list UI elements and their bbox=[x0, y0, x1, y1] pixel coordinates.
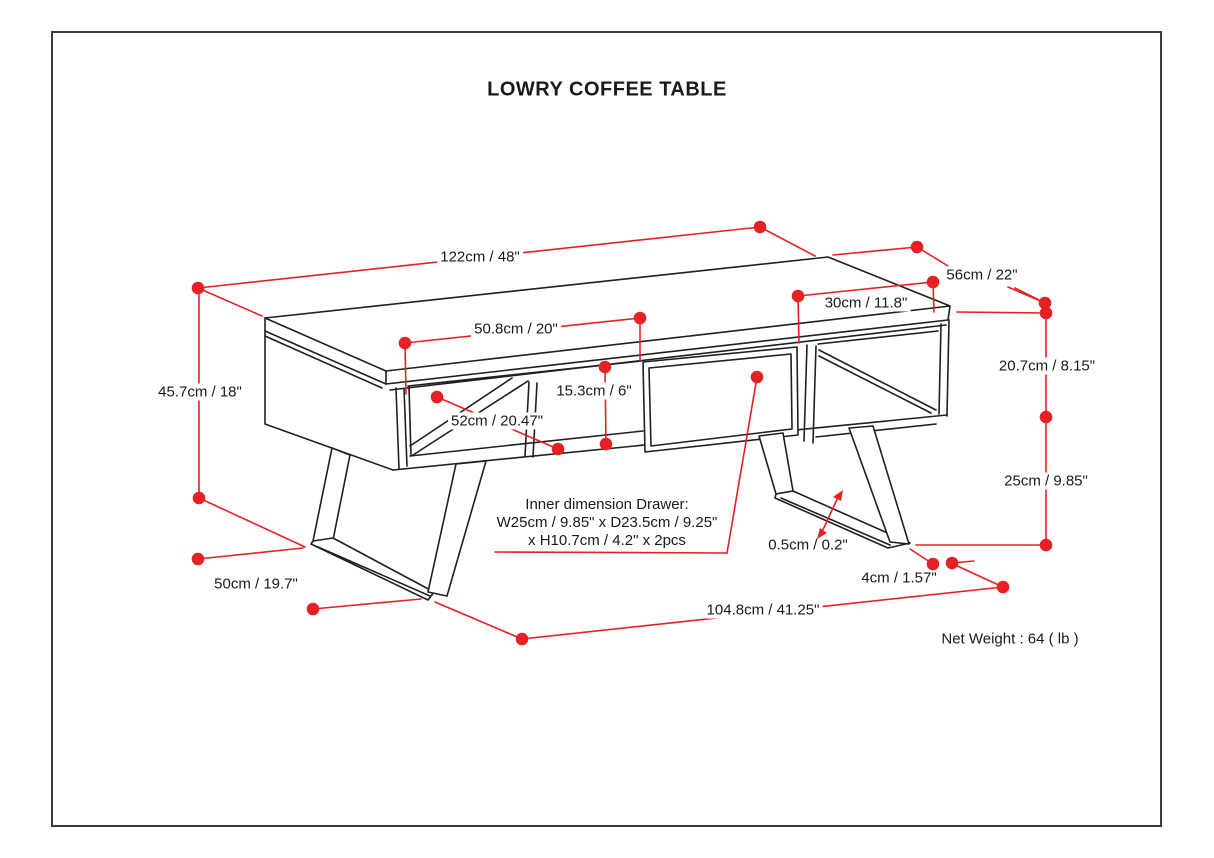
inner-drawer-note-line2: W25cm / 9.85" x D23.5cm / 9.25" bbox=[496, 514, 718, 531]
left-panel-edge bbox=[265, 331, 393, 470]
net-weight-note: Net Weight : 64 ( lb ) bbox=[941, 630, 1079, 648]
dimension-label-leg-span: 104.8cm / 41.25" bbox=[704, 602, 823, 619]
dimension-label-depth: 56cm / 22" bbox=[943, 267, 1020, 284]
dimension-label-leg-height: 25cm / 9.85" bbox=[1001, 473, 1091, 490]
table-top bbox=[265, 257, 950, 371]
dimension-label-length: 122cm / 48" bbox=[437, 249, 523, 266]
left-leg bbox=[311, 448, 486, 600]
right-leg bbox=[759, 426, 910, 548]
dimension-label-shelf-height: 15.3cm / 6" bbox=[553, 383, 634, 400]
inner-drawer-note-line3: x H10.7cm / 4.2" x 2pcs bbox=[528, 532, 686, 549]
dimension-label-left-opening-width: 52cm / 20.47" bbox=[448, 413, 546, 430]
dimension-label-carcass-height: 20.7cm / 8.15" bbox=[996, 358, 1098, 375]
dimension-label-right-opening: 30cm / 11.8" bbox=[822, 295, 911, 312]
inner-drawer-note-line1: Inner dimension Drawer: bbox=[525, 496, 689, 513]
dimension-label-height: 45.7cm / 18" bbox=[155, 384, 245, 401]
dimension-label-foot-width: 4cm / 1.57" bbox=[861, 569, 937, 587]
dimension-label-metal-thickness: 0.5cm / 0.2" bbox=[768, 536, 848, 554]
dimension-label-left-opening-top: 50.8cm / 20" bbox=[471, 321, 561, 338]
inner-drawer-note bbox=[497, 496, 718, 550]
page-title: LOWRY COFFEE TABLE bbox=[487, 78, 727, 101]
dimension-label-foot-depth: 50cm / 19.7" bbox=[214, 575, 298, 593]
